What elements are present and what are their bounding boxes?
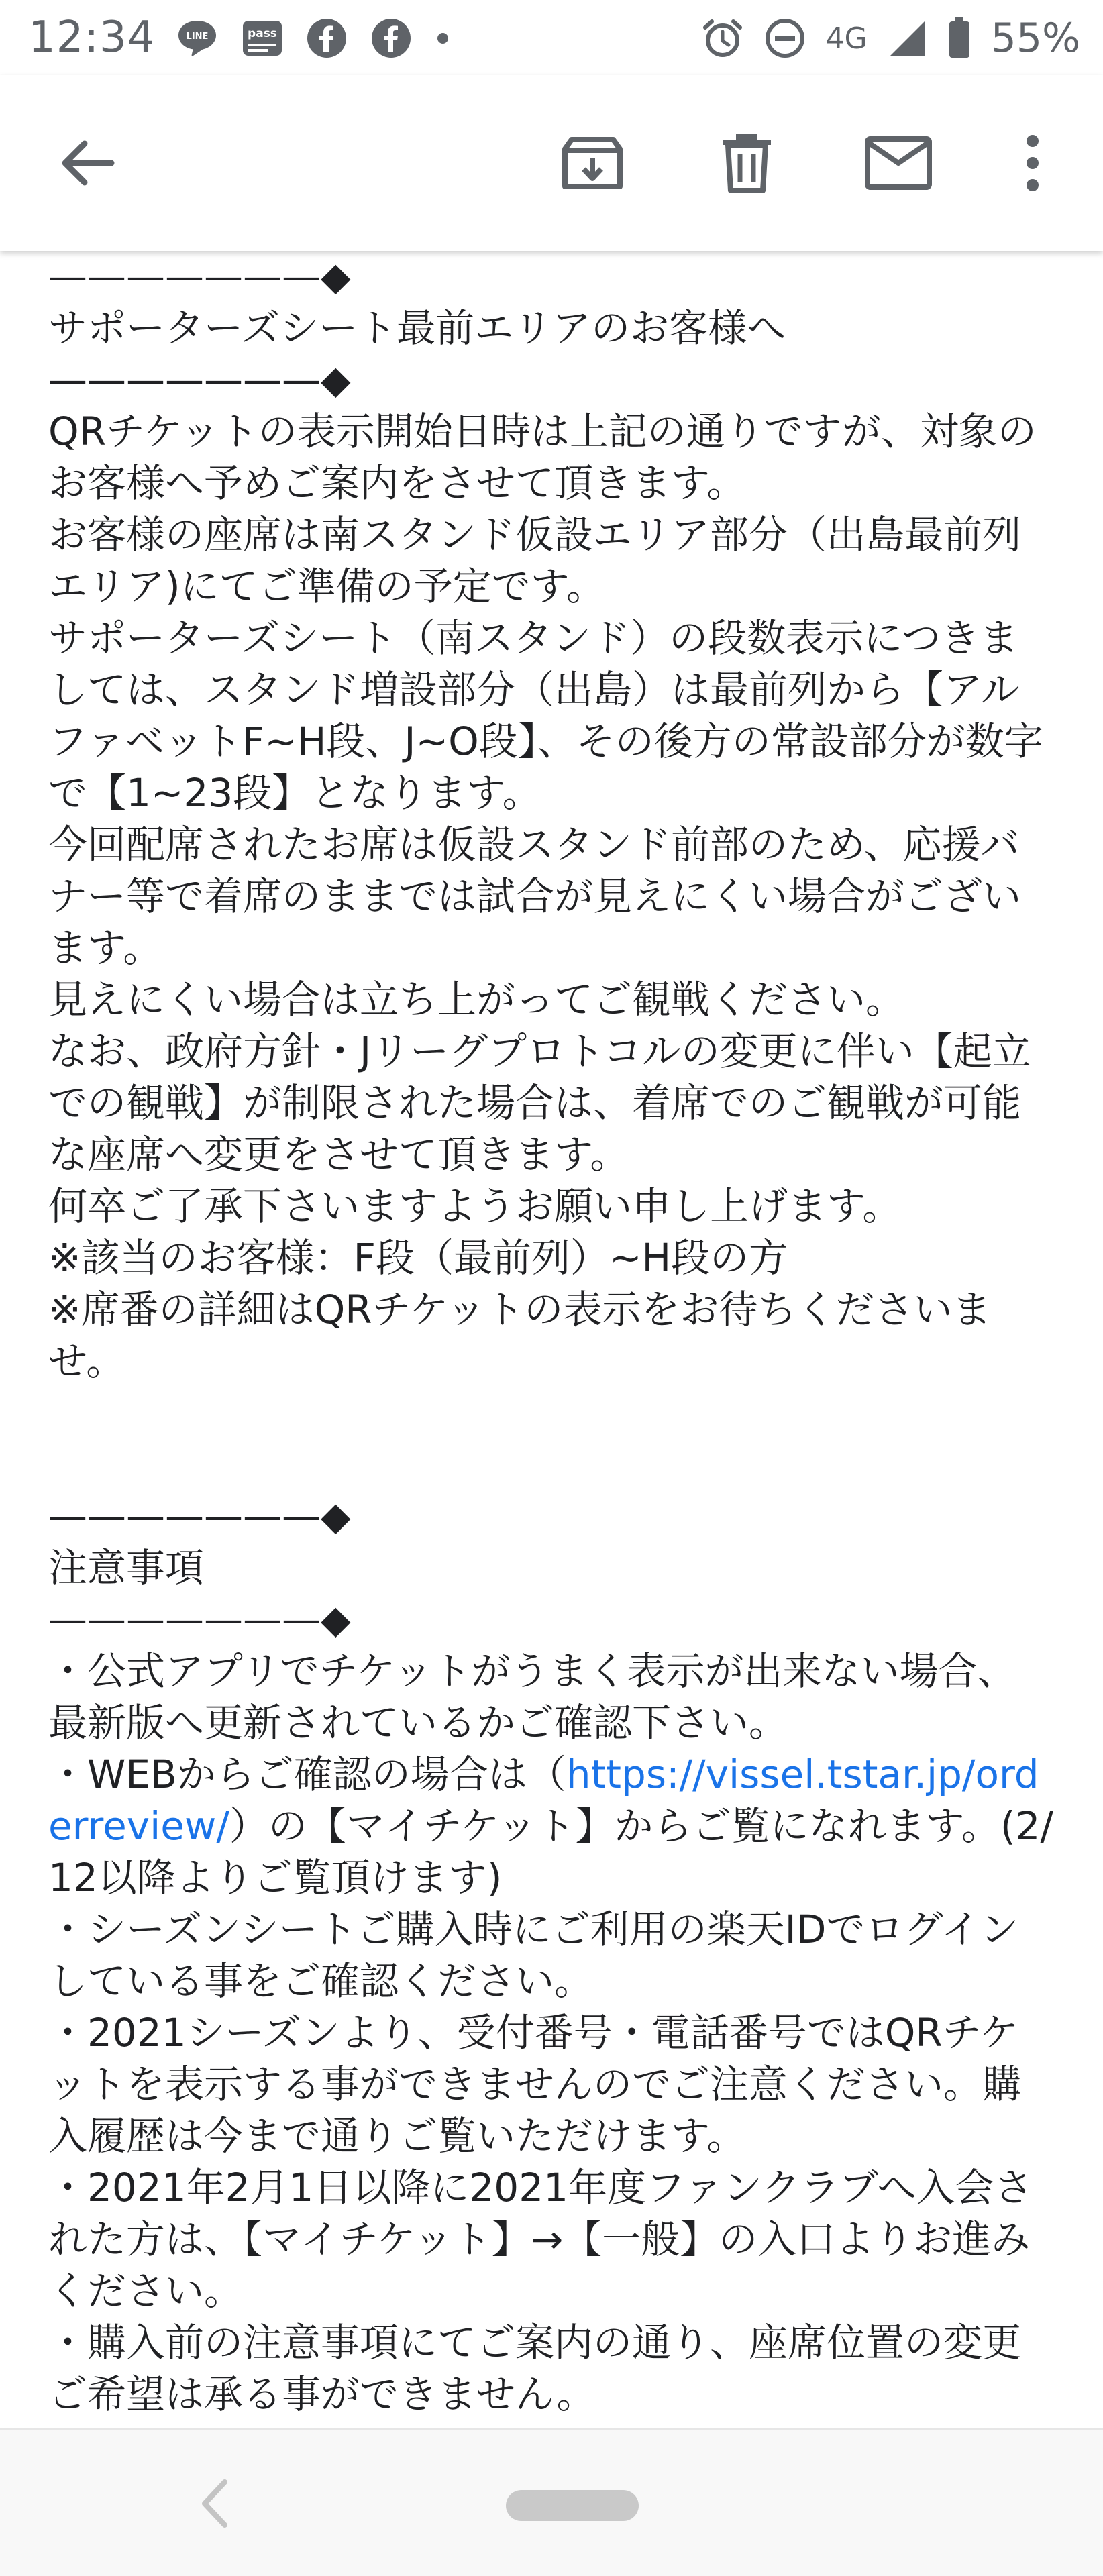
section-heading: 注意事項 xyxy=(48,1545,205,1591)
svg-text:LINE: LINE xyxy=(186,32,209,42)
body-paragraph: ・2021シーズンより、受付番号・電話番号ではQRチケットを表示する事ができませんのでご注意ください。購入履歴は今まで通りご覧いただけます。 xyxy=(48,2010,1022,2159)
section-heading: サポーターズシート最前エリアのお客様へ xyxy=(48,305,786,351)
order-review-link[interactable]: https://vissel.tstar.jp/orderreview/ xyxy=(48,1752,1039,1849)
archive-icon xyxy=(562,133,623,193)
body-paragraph: 見えにくい場合は立ち上がってご観戦ください。 xyxy=(48,977,905,1022)
more-options-button[interactable] xyxy=(982,113,1083,213)
do-not-disturb-icon xyxy=(764,17,806,59)
alarm-icon xyxy=(701,17,744,60)
link-prefix-text: ・WEBからご確認の場合は（ xyxy=(48,1752,566,1797)
body-paragraph: ・公式アプリでチケットがうまく表示が出来ない場合、最新版へ更新されているかご確認下さい。 xyxy=(48,1648,1016,1746)
link-suffix-text: ）の【マイチケット】からご覧になれます。(2/12以降よりご覧頂けます) xyxy=(48,1803,1053,1900)
message-text xyxy=(48,251,1055,2420)
facebook-icon xyxy=(306,17,348,59)
pass-icon xyxy=(242,18,283,58)
body-paragraph: QRチケットの表示開始日時は上記の通りですが、対象のお客様へ予めご案内をさせて頂きます。 xyxy=(48,409,1037,506)
delete-button[interactable] xyxy=(696,113,797,213)
body-paragraph: 何卒ご了承下さいますようお願い申し上げます。 xyxy=(48,1183,902,1229)
divider-line: ———————◆ xyxy=(48,357,351,402)
signal-icon xyxy=(888,18,928,58)
back-button[interactable] xyxy=(36,113,137,213)
divider-line: ———————◆ xyxy=(48,1597,351,1642)
nav-back-icon xyxy=(198,2477,231,2530)
nav-back-button[interactable] xyxy=(181,2470,248,2537)
svg-text:pass: pass xyxy=(248,27,277,40)
message-toolbar xyxy=(0,75,1103,251)
notification-icons xyxy=(176,15,451,62)
divider-line: ———————◆ xyxy=(48,254,351,299)
body-paragraph: 今回配席されたお席は仮設スタンド前部のため、応援バナー等で着席のままでは試合が見えにくい場合がございます。 xyxy=(48,822,1022,971)
blank-line xyxy=(48,1439,1055,1491)
battery-percent: 55% xyxy=(990,15,1080,62)
archive-button[interactable] xyxy=(542,113,643,213)
mark-unread-button[interactable] xyxy=(848,113,949,213)
status-bar xyxy=(0,0,1103,75)
body-paragraph xyxy=(48,1749,1055,1904)
home-pill-icon[interactable] xyxy=(506,2490,639,2521)
system-nav-bar xyxy=(0,2428,1103,2576)
message-body xyxy=(0,251,1103,2428)
body-paragraph: ※席番の詳細はQRチケットの表示をお待ちくださいませ。 xyxy=(48,1287,992,1384)
line-icon xyxy=(176,18,219,58)
dot-icon xyxy=(435,30,451,46)
battery-icon xyxy=(948,17,971,59)
body-paragraph: ・シーズンシートご購入時にご利用の楽天IDでログインしている事をご確認ください。 xyxy=(48,1907,1019,2004)
mail-icon xyxy=(865,136,932,190)
body-paragraph: お客様の座席は南スタンド仮設エリア部分（出島最前列エリア)にてご準備の予定です。 xyxy=(48,512,1022,609)
network-type: 4G xyxy=(825,21,868,56)
system-icons xyxy=(701,12,1080,64)
more-vert-icon xyxy=(1022,133,1043,193)
arrow-left-icon xyxy=(58,134,115,192)
blank-line xyxy=(48,1387,1055,1439)
divider-line: ———————◆ xyxy=(48,1493,351,1539)
body-paragraph: ※該当のお客様：F段（最前列）~H段の方 xyxy=(48,1235,788,1281)
body-paragraph: ・購入前の注意事項にてご案内の通り、座席位置の変更ご希望は承る事ができません。 xyxy=(48,2320,1022,2417)
body-paragraph: ・2021年2月1日以降に2021年度ファンクラブへ入会された方は、【マイチケット】→【一般】の入口よりお進みください。 xyxy=(48,2165,1033,2314)
facebook-icon xyxy=(370,17,412,59)
body-paragraph: なお、政府方針・Jリーグプロトコルの変更に伴い【起立での観戦】が制限された場合は、着席でのご観戦が可能な座席へ変更をさせて頂きます。 xyxy=(48,1028,1031,1177)
body-paragraph: サポーターズシート（南スタンド）の段数表示につきましては、スタンド増設部分（出島）は最前列から【アルファベットF~H段、J~O段】、その後方の常設部分が数字で【1~23段】となります。 xyxy=(48,615,1043,816)
status-time: 12:34 xyxy=(28,13,156,62)
delete-icon xyxy=(720,133,774,193)
